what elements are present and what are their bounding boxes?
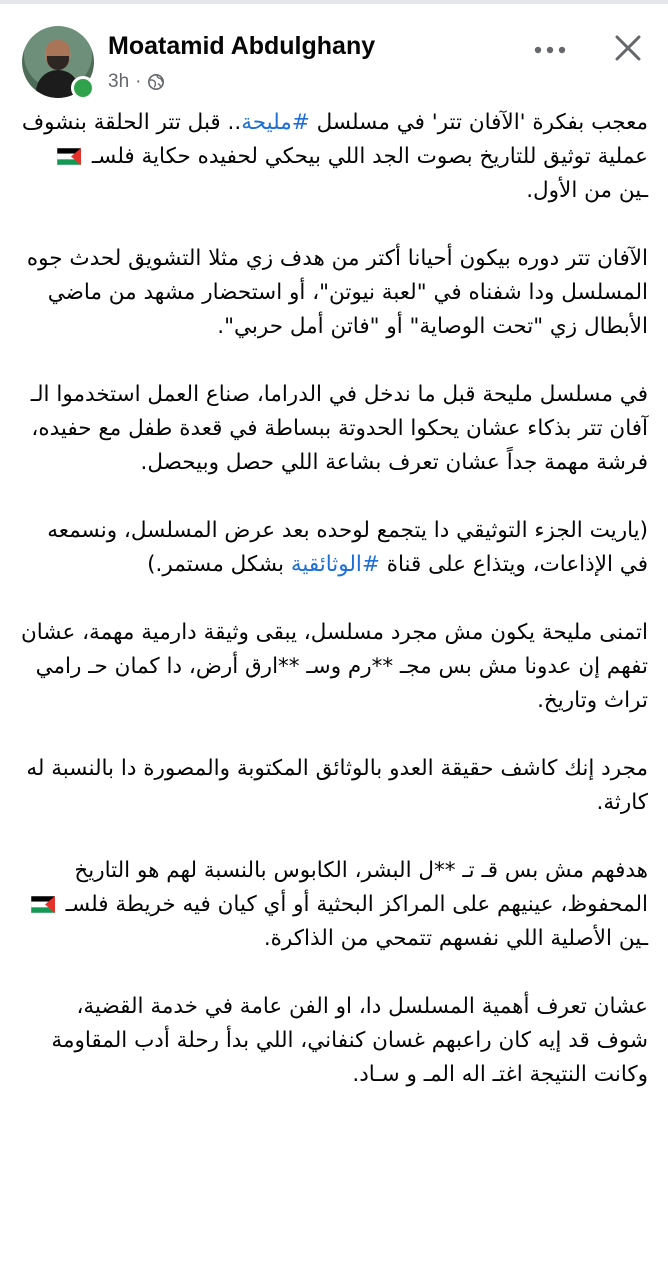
paragraph-text: ـين الأصلية اللي نفسهم تتمحي من الذاكرة. [263, 926, 648, 951]
post-paragraph-8: عشان تعرف أهمية المسلسل دا، او الفن عامة في خدمة القضية، شوف قد إيه كان راعبهم غسان كنفاني، اللي بدأ رحلة أدب المقاومة وكانت النتيجة اغتـ اله المـ و سـاد. [51, 994, 648, 1087]
post-paragraph-1 [20, 106, 648, 208]
close-icon[interactable] [610, 30, 646, 66]
hashtag-link-maliha[interactable]: #مليحة [241, 110, 310, 135]
post-paragraph-3: في مسلسل مليحة قبل ما ندخل في الدراما، صناع العمل استخدموا الـ آفان تتر بذكاء عشان يحكوا الحدوتة ببساطة في قعدة طفل مع حفيده، فرشة مهمة جداً عشان تعرف بشاعة اللي حصل وبيحصل. [30, 382, 648, 475]
post-header [0, 4, 668, 100]
meta-separator: · [135, 71, 142, 92]
author-name[interactable]: Moatamid Abdulghany [108, 32, 376, 60]
paragraph-text: .. قبل تتر الحلقة بنشوف عملية توثيق للتاريخ بصوت الجد اللي بيحكي لحفيده حكاية فلسـ [21, 110, 648, 169]
post-paragraph-2: الآفان تتر دوره بيكون أحيانا أكتر من هدف زي مثلا التشويق لحدث جوه المسلسل ودا شفناه في "لعبة نيوتن"، أو استحضار مشهد من ماضي الأبطال زي "تحت الوصاية" أو "فاتن أمل حربي". [26, 246, 648, 339]
paragraph-text: بشكل مستمر.) [147, 552, 291, 577]
post-paragraph-5: اتمنى مليحة يكون مش مجرد مسلسل، يبقى وثيقة دارمية مهمة، عشان تفهم إن عدونا مش بس مجـ **رم وسـ **ارق أرض، دا كمان حـ رامي تراث وتاريخ. [20, 620, 648, 713]
palestine-flag-icon [57, 148, 81, 165]
post-paragraph-7 [20, 854, 648, 956]
post-paragraph-6: مجرد إنك كاشف حقيقة العدو بالوثائق المكتوبة والمصورة دا بالنسبة له كارثة. [26, 756, 648, 815]
post-paragraph-4 [20, 514, 648, 582]
more-horizontal-icon[interactable] [530, 38, 570, 62]
post-meta [108, 70, 165, 94]
post-body [20, 106, 648, 1126]
palestine-flag-icon [31, 896, 55, 913]
online-status-dot [71, 76, 95, 100]
paragraph-text: هدفهم مش بس قـ تـ **ل البشر، الكابوس بالنسبة لهم هو التاريخ المحفوظ، عينيهم على المراكز البحثية أو أي كيان فيه خريطة فلسـ [58, 858, 648, 917]
globe-icon[interactable] [147, 73, 165, 91]
paragraph-text: ـين من الأول. [526, 178, 648, 203]
paragraph-text: (ياريت الجزء التوثيقي دا يتجمع لوحده بعد عرض المسلسل، ونسمعه في الإذاعات، ويتذاع على قناة [47, 518, 648, 577]
hashtag-link-documentary[interactable]: #الوثائقية [290, 552, 380, 577]
paragraph-text: معجب بفكرة 'الآفان تتر' في مسلسل [309, 110, 648, 135]
post-time[interactable]: 3h [108, 71, 130, 92]
